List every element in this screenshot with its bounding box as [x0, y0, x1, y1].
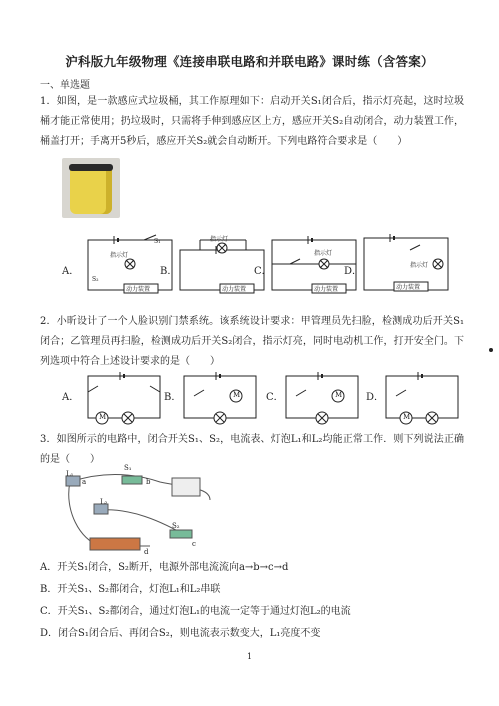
margin-dot	[489, 348, 493, 352]
question-3-text: 3．如图所示的电路中，闭合开关S₁、S₂，电流表、灯泡L₁和L₂均能正常工作．则下列说法正确的是（ ）	[40, 434, 464, 465]
trash-bin-photo	[62, 158, 120, 218]
question-2-options	[40, 372, 464, 430]
question-2-text: 2．小昕设计了一个人脸识别门禁系统。该系统设计要求：甲管理员先扫脸，检测成功后开关S₁闭合；乙管理员再扫脸，检测成功后开关S₂闭合，指示灯亮，同时电动机工作，打开安全门。下列选项中符合上述设计要求的是（ ）	[40, 316, 464, 367]
q1-option-a-label: A．	[62, 266, 80, 277]
q3-label-c: c	[192, 540, 196, 548]
q1-b-lamp-label: 指示灯	[210, 236, 229, 243]
q1-a-s2-label: S₂	[92, 276, 99, 283]
q1-a-motor-label: 动力装置	[126, 286, 151, 293]
q1-option-b-label: B．	[160, 266, 178, 277]
q1-a-s1-label: S₁	[154, 238, 161, 245]
q3-option-a[interactable]: A．开关S₁闭合，S₂断开，电源外部电流流向a→b→c→d	[40, 562, 289, 573]
q1-d-motor-label: 动力装置	[396, 284, 421, 291]
q2-circuit-d[interactable]	[382, 372, 462, 426]
q2-d-motor: M	[403, 413, 411, 421]
question-1-options	[40, 234, 464, 292]
q2-c-motor: M	[335, 391, 343, 399]
trash-bin-lid	[69, 164, 113, 171]
q1-option-c-label: C．	[254, 266, 272, 277]
q2-a-motor: M	[99, 413, 107, 421]
q1-option-d-label: D．	[344, 266, 363, 277]
q2-circuit-a[interactable]	[84, 372, 164, 426]
q3-label-l1: L₁	[66, 470, 74, 478]
q3-label-l2: L₂	[100, 498, 108, 506]
question-1-text: 1．如图，是一款感应式垃圾桶，其工作原理如下：启动开关S₁闭合后，指示灯亮起，这时垃圾桶才能正常使用；扔垃圾时，只需将手伸到感应区上方，感应开关S₂自动闭合，动力装置工作，桶盖打开；手离开5秒后，感应开关S₂就会自动断开。下列电路符合要求是（ ）	[40, 96, 464, 147]
q2-circuit-b[interactable]	[180, 372, 260, 426]
q1-c-motor-label: 动力装置	[314, 286, 339, 293]
q2-option-a-label: A．	[62, 392, 80, 403]
q3-label-d: d	[144, 548, 149, 556]
trash-bin-body	[70, 166, 112, 214]
q1-circuit-d[interactable]	[360, 234, 452, 294]
q3-option-d[interactable]: D．闭合S₁闭合后、再闭合S₂，则电流表示数变大，L₁亮度不变	[40, 628, 321, 639]
q1-c-lamp-label: 指示灯	[314, 250, 333, 257]
q1-d-lamp-label: 指示灯	[410, 262, 429, 269]
q3-label-a: a	[82, 478, 87, 486]
q3-label-s1: S₁	[124, 464, 132, 472]
q2-option-c-label: C．	[266, 392, 284, 403]
q3-apparatus-figure	[60, 464, 220, 556]
q2-option-d-label: D．	[366, 392, 385, 403]
q3-option-c[interactable]: C．开关S₁、S₂都闭合，通过灯泡L₁的电流一定等于通过灯泡L₂的电流	[40, 606, 351, 617]
q2-b-motor: M	[233, 391, 241, 399]
q3-label-b: b	[146, 478, 151, 486]
q3-option-b[interactable]: B．开关S₁、S₂都闭合，灯泡L₁和L₂串联	[40, 584, 221, 595]
q3-label-s2: S₂	[172, 522, 180, 530]
page-title: 沪科版九年级物理《连接串联电路和并联电路》课时练（含答案）	[65, 54, 434, 69]
q1-b-motor-label: 动力装置	[222, 286, 247, 293]
q1-a-lamp-label: 指示灯	[110, 252, 129, 259]
section-heading: 一、单选题	[40, 80, 90, 91]
q2-circuit-c[interactable]	[282, 372, 362, 426]
page-number: 1	[246, 652, 253, 661]
q2-option-b-label: B．	[164, 392, 182, 403]
